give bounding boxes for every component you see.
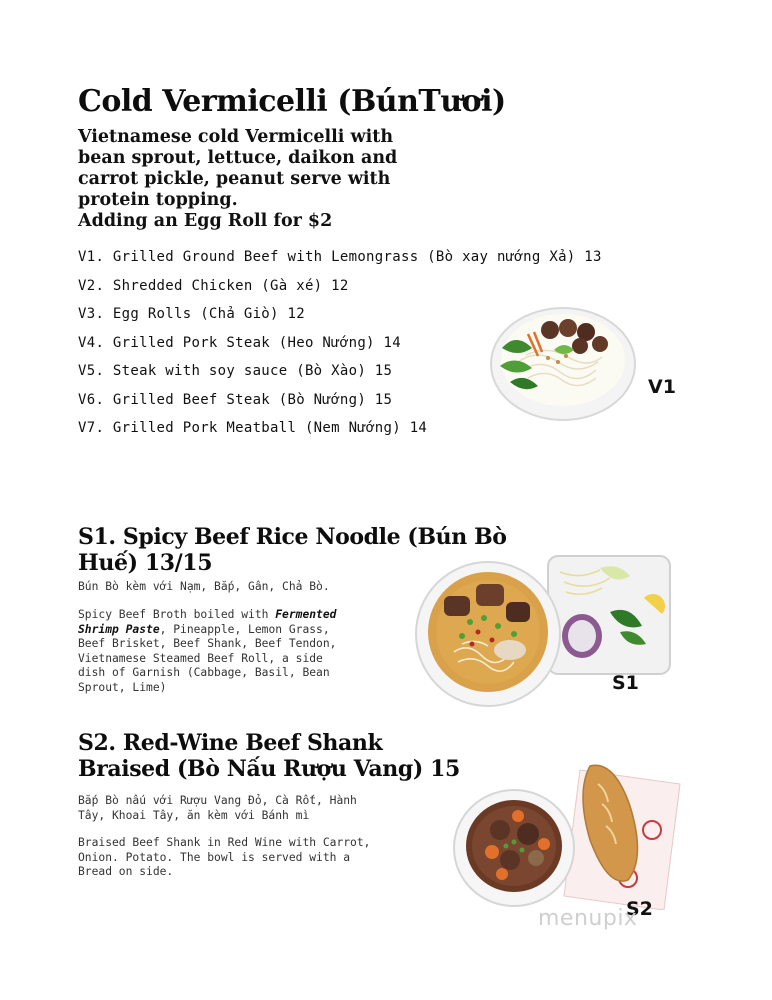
menu-item-v2: V2. Shredded Chicken (Gà xé) 12 [78,277,349,294]
s1-title-line: S1. Spicy Beef Rice Noodle (Bún Bò [78,524,507,550]
s2-english-line: Bread on side. [78,865,174,878]
s2-title-line: S2. Red-Wine Beef Shank [78,730,383,756]
vermicelli-description-line: carrot pickle, peanut serve with [78,169,391,189]
s2-title-line: Braised (Bò Nấu Rượu Vang) 15 [78,756,460,782]
s1-photo-tag: S1 [612,672,639,694]
vermicelli-description-line: bean sprout, lettuce, daikon and [78,148,398,168]
s2-english-line: Onion. Potato. The bowl is served with a [78,850,351,864]
s2-vietnamese-line: Bắp Bò nấu với Rượu Vang Đỏ, Cà Rốt, Hành [78,794,357,807]
s1-desc-bold: Shrimp Paste [78,622,160,636]
s1-desc-text: , Pineapple, Lemon Grass, [159,622,330,636]
menu-item-v4: V4. Grilled Pork Steak (Heo Nướng) 14 [78,334,401,351]
menu-item-v3: V3. Egg Rolls (Chả Giò) 12 [78,306,305,322]
vermicelli-description-line: Vietnamese cold Vermicelli with [78,127,394,147]
s1-desc-bold: Fermented [275,608,337,621]
vermicelli-description [78,127,397,232]
s1-desc-line: Vietnamese Steamed Beef Roll, a side [78,651,323,665]
s2-photo-tag: S2 [626,898,653,920]
v1-photo-tag: V1 [648,376,676,398]
s1-desc-text: Spicy Beef Broth boiled with [78,608,276,621]
s2-vietnamese-description [78,794,357,823]
s1-desc-line: Sprout, Lime) [78,680,167,694]
vermicelli-title: Cold Vermicelli (BúnTươi) [78,84,506,119]
beef-stew-bowl-icon [452,760,688,910]
watermark-logo: menupix [538,906,638,931]
s1-english-description [78,608,336,695]
vermicelli-description-line: protein topping. [78,190,238,210]
s1-desc-line: Beef Brisket, Beef Shank, Beef Tendon, [78,637,337,650]
s1-vietnamese-description: Bún Bò kèm với Nạm, Bắp, Gân, Chả Bò. [78,580,330,593]
menu-item-v5: V5. Steak with soy sauce (Bò Xào) 15 [78,363,393,379]
vermicelli-bowl-icon [488,300,638,422]
menu-item-v1: V1. Grilled Ground Beef with Lemongrass (Bò xay nướng Xả) 13 [78,249,602,265]
menu-item-v6: V6. Grilled Beef Steak (Bò Nướng) 15 [78,391,393,408]
s2-vietnamese-line: Tây, Khoai Tây, ăn kèm với Bánh mì [78,808,310,822]
menu-item-v7: V7. Grilled Pork Meatball (Nem Nướng) 14 [78,420,428,436]
s2-title [78,730,460,782]
s1-desc-line: dish of Garnish (Cabbage, Basil, Bean [78,666,330,679]
vermicelli-description-line: Adding an Egg Roll for $2 [78,211,333,231]
s2-english-line: Braised Beef Shank in Red Wine with Carrot, [78,836,371,849]
s2-english-description [78,836,370,880]
s1-title-line: Huế) 13/15 [78,550,213,576]
